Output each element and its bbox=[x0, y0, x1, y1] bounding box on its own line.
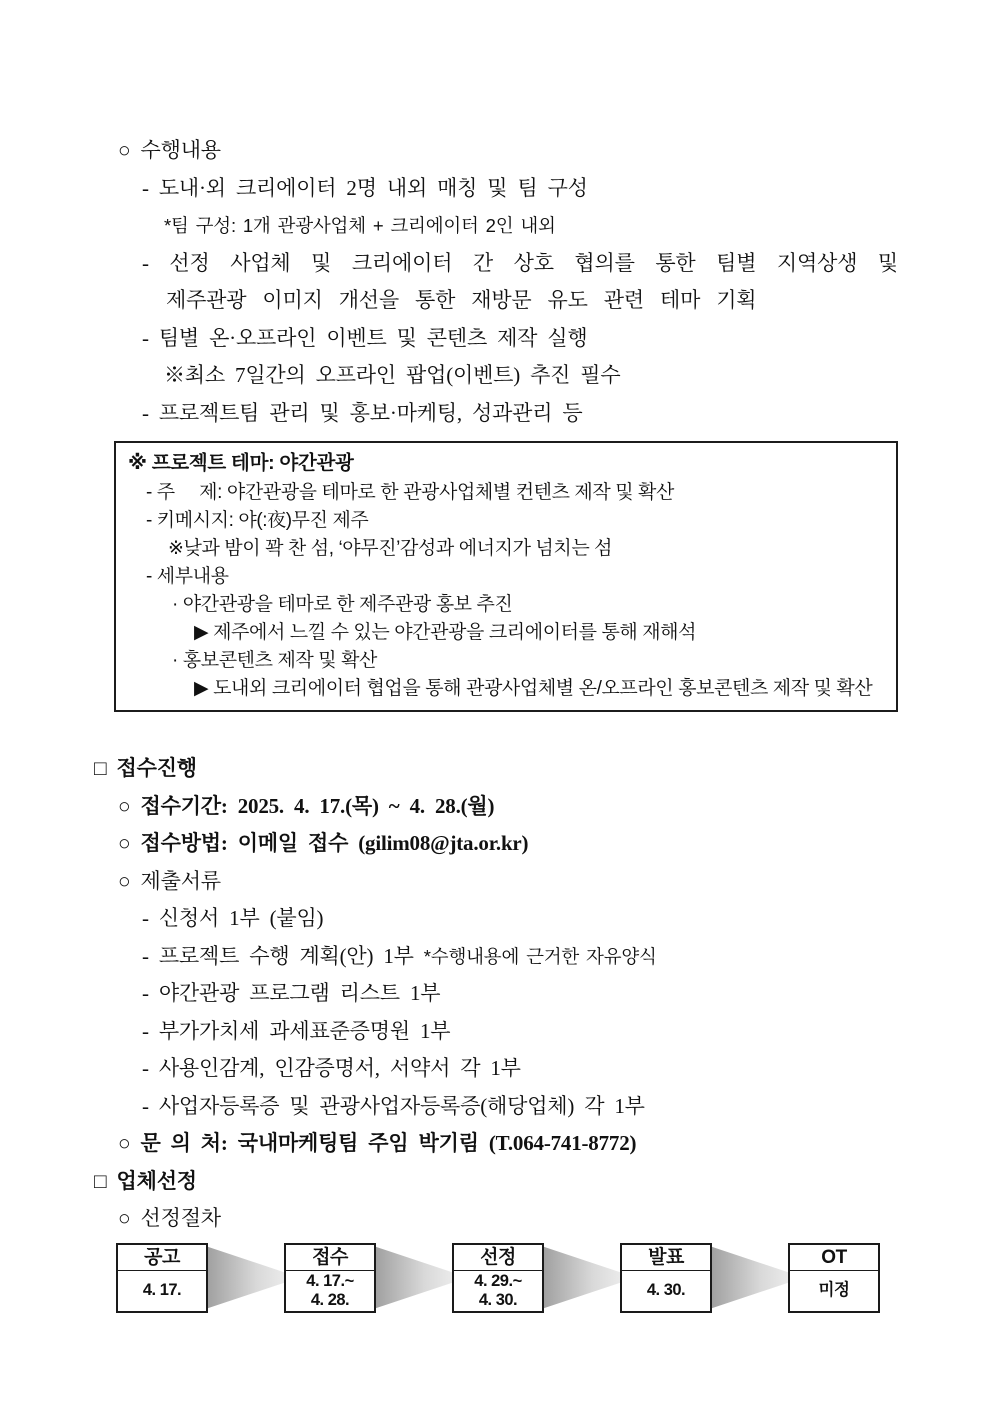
application-method: ○ 접수방법: 이메일 접수 (gilim08@jta.or.kr) bbox=[118, 831, 529, 855]
performance-item: - 도내·외 크리에이터 2명 내외 매칭 및 팀 구성 bbox=[142, 175, 588, 200]
performance-note: *팀 구성: 1개 관광사업체 + 크리에이터 2인 내외 bbox=[164, 215, 556, 236]
document-item bbox=[0, 938, 992, 976]
process-step-ot bbox=[788, 1243, 880, 1313]
theme-box-note: ※낮과 밤이 꽉 찬 섬, ‘야무진’감성과 에너지가 넘치는 섬 bbox=[168, 538, 613, 559]
document-item: - 사용인감계, 인감증명서, 서약서 각 1부 bbox=[142, 1056, 521, 1080]
process-step-label: 접수 bbox=[286, 1245, 374, 1271]
process-step-label: OT bbox=[790, 1245, 878, 1271]
document-item-note: *수행내용에 근거한 자유양식 bbox=[423, 945, 657, 967]
theme-box-line: - 키메시지: 야(:夜)무진 제주 bbox=[146, 510, 369, 531]
application-section-title: □ 접수진행 bbox=[94, 756, 197, 780]
process-step-apply bbox=[284, 1243, 376, 1313]
process-step-date: 4. 17. bbox=[142, 1281, 182, 1299]
performance-item: - 프로젝트팀 관리 및 홍보·마케팅, 성과관리 등 bbox=[142, 400, 583, 425]
application-period: ○ 접수기간: 2025. 4. 17.(목) ~ 4. 28.(월) bbox=[118, 793, 495, 818]
theme-box-line: - 세부내용 bbox=[146, 566, 229, 587]
document-item: - 사업자등록증 및 관광사업자등록증(해당업체) 각 1부 bbox=[142, 1093, 645, 1118]
performance-note: ※최소 7일간의 오프라인 팝업(이벤트) 추진 필수 bbox=[164, 363, 621, 387]
project-theme-box bbox=[114, 441, 898, 712]
document-item: - 부가가치세 과세표준증명원 1부 bbox=[142, 1018, 451, 1043]
section-application bbox=[0, 750, 992, 1238]
performance-item: - 선정 사업체 및 크리에이터 간 상호 협의를 통한 팀별 지역상생 및 bbox=[142, 250, 898, 275]
process-step-select bbox=[452, 1243, 544, 1313]
section-performance bbox=[0, 132, 992, 432]
theme-box-title: ※ 프로젝트 테마: 야간관광 bbox=[128, 452, 354, 474]
selection-process-diagram bbox=[116, 1243, 992, 1313]
process-step-date: 미정 bbox=[818, 1281, 850, 1299]
process-step-announce bbox=[116, 1243, 208, 1313]
document-item-text: - 프로젝트 수행 계획(안) 1부 bbox=[142, 943, 424, 968]
process-step-label: 선정 bbox=[454, 1245, 542, 1271]
process-step-date: 4. 17.~ 4. 28. bbox=[306, 1271, 354, 1309]
selection-section-title: □ 업체선정 bbox=[94, 1168, 197, 1193]
theme-box-subitem: · 야간관광을 테마로 한 제주관광 홍보 추진 bbox=[172, 594, 513, 615]
performance-title: ○ 수행내용 bbox=[118, 138, 221, 162]
performance-item: - 팀별 온·오프라인 이벤트 및 콘텐츠 제작 실행 bbox=[142, 325, 588, 350]
theme-box-detail: ▶ 도내외 크리에이터 협업을 통해 관광사업체별 온/오프라인 홍보콘텐츠 제작 및 확산 bbox=[194, 678, 873, 699]
theme-box-line: - 주 제: 야간관광을 테마로 한 관광사업체별 컨텐츠 제작 및 확산 bbox=[146, 482, 674, 503]
theme-box-subitem: · 홍보콘텐츠 제작 및 확산 bbox=[172, 650, 377, 671]
process-box bbox=[620, 1243, 712, 1313]
process-step-label: 발표 bbox=[622, 1245, 710, 1271]
document-item: - 야간관광 프로그램 리스트 1부 bbox=[142, 981, 441, 1005]
process-box bbox=[788, 1243, 880, 1313]
theme-box-detail: ▶ 제주에서 느낄 수 있는 야간관광을 크리에이터를 통해 재해석 bbox=[194, 622, 697, 643]
process-box bbox=[452, 1243, 544, 1313]
process-step-announce-result bbox=[620, 1243, 712, 1313]
process-box bbox=[116, 1243, 208, 1313]
process-step-label: 공고 bbox=[118, 1245, 206, 1271]
process-step-date: 4. 29.~ 4. 30. bbox=[474, 1271, 522, 1309]
contact-info: ○ 문 의 처: 국내마케팅팀 주임 박기림 (T.064-741-8772) bbox=[118, 1131, 637, 1155]
performance-item-continued: 제주관광 이미지 개선을 통한 재방문 유도 관련 테마 기획 bbox=[166, 288, 757, 312]
document-item: - 신청서 1부 (붙임) bbox=[142, 906, 324, 930]
selection-procedure-title: ○ 선정절차 bbox=[118, 1206, 221, 1230]
process-box bbox=[284, 1243, 376, 1313]
process-step-date: 4. 30. bbox=[646, 1281, 686, 1299]
application-documents-title: ○ 제출서류 bbox=[118, 868, 221, 893]
